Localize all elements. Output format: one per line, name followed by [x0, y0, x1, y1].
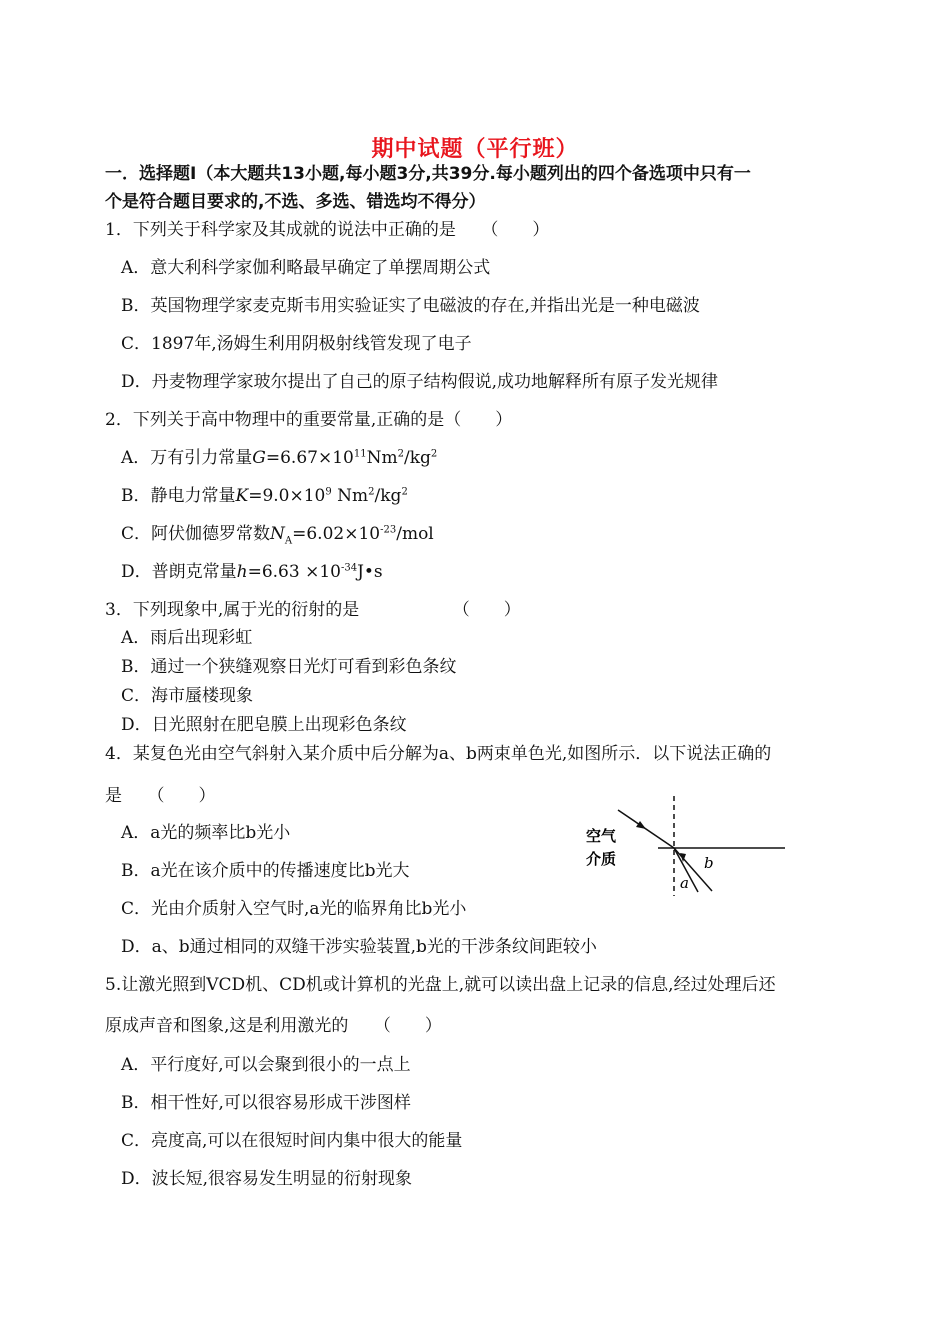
q2-b-unit-tail: /kg	[374, 486, 402, 506]
q5-option-b: B．相干性好,可以很容易形成干涉图样	[121, 1093, 411, 1113]
q4-stem-line1: 4．某复色光由空气斜射入某介质中后分解为a、b两束单色光,如图所示．以下说法正确的	[105, 744, 772, 764]
q4-stem-line2: 是 （ ）	[105, 786, 216, 806]
q2-d-unit: J•s	[357, 562, 383, 582]
q2-a-symbol: G	[252, 448, 266, 468]
q2-d-symbol: h	[236, 562, 248, 582]
refraction-diagram	[580, 796, 790, 896]
q2-stem: 2．下列关于高中物理中的重要常量,正确的是（ ）	[105, 410, 513, 430]
q5-stem-line2: 原成声音和图象,这是利用激光的 （ ）	[105, 1016, 442, 1036]
q1-option-b: B．英国物理学家麦克斯韦用实验证实了电磁波的存在,并指出光是一种电磁波	[121, 296, 700, 316]
q1-stem: 1．下列关于科学家及其成就的说法中正确的是 （ ）	[105, 220, 550, 240]
q2-b-unit: Nm	[331, 486, 369, 506]
q1-option-c: C．1897年,汤姆生利用阴极射线管发现了电子	[121, 334, 472, 354]
q4-option-b: B．a光在该介质中的传播速度比b光大	[121, 861, 410, 881]
page-title: 期中试题（平行班）	[371, 137, 579, 162]
q5-stem-line1: 5.让激光照到VCD机、CD机或计算机的光盘上,就可以读出盘上记录的信息,经过处理后还	[105, 975, 776, 995]
incident-arrow-icon	[636, 821, 646, 829]
q2-option-d	[121, 562, 383, 582]
q2-c-symbol: N	[270, 524, 285, 544]
q2-b-unit-exp: 2	[368, 486, 375, 498]
refraction-diagram-svg	[580, 796, 790, 896]
q5-option-a: A．平行度好,可以会聚到很小的一点上	[121, 1055, 411, 1075]
label-b: b	[704, 854, 714, 872]
q2-a-unit-tail: /kg	[403, 448, 431, 468]
q2-b-symbol: K	[235, 486, 249, 506]
q2-option-c	[121, 524, 434, 551]
q2-c-prefix: C．阿伏伽德罗常数	[121, 524, 271, 544]
q2-option-b	[121, 486, 408, 506]
q2-a-unit: Nm	[366, 448, 398, 468]
q2-c-exponent: -23	[380, 524, 397, 536]
q5-option-d: D．波长短,很容易发生明显的衍射现象	[121, 1169, 413, 1189]
q5-option-c: C．亮度高,可以在很短时间内集中很大的能量	[121, 1131, 463, 1151]
q2-b-prefix: B．静电力常量	[121, 486, 236, 506]
q2-c-subscript: A	[284, 535, 293, 547]
q2-d-exponent: -34	[340, 562, 358, 574]
label-medium: 介质	[586, 850, 617, 868]
q2-b-unit-exp2: 2	[401, 486, 408, 498]
section-heading-line1: 一．选择题Ⅰ（本大题共13小题,每小题3分,共39分.每小题列出的四个备选项中只有一	[105, 164, 751, 184]
section-heading-line2: 个是符合题目要求的,不选、多选、错选均不得分）	[105, 192, 486, 212]
q4-option-a: A．a光的频率比b光小	[121, 823, 291, 843]
q3-option-b: B．通过一个狭缝观察日光灯可看到彩色条纹	[121, 657, 457, 677]
q2-c-unit: /mol	[396, 524, 434, 544]
q2-c-value: =6.02×10	[292, 524, 381, 544]
q2-b-value: =9.0×10	[248, 486, 326, 506]
q3-stem: 3．下列现象中,属于光的衍射的是 （ ）	[105, 600, 521, 620]
q2-d-value: =6.63 ×10	[247, 562, 341, 582]
q4-option-c: C．光由介质射入空气时,a光的临界角比b光小	[121, 899, 467, 919]
q3-option-a: A．雨后出现彩虹	[121, 628, 253, 648]
q2-b-exponent: 9	[325, 486, 332, 498]
q2-a-exponent: 11	[353, 448, 367, 460]
q3-option-d: D．日光照射在肥皂膜上出现彩色条纹	[121, 715, 407, 735]
q2-option-a	[121, 448, 437, 468]
label-a: a	[680, 874, 689, 892]
q3-option-c: C．海市蜃楼现象	[121, 686, 254, 706]
q2-a-unit-exp: 2	[397, 448, 404, 460]
q2-a-value: =6.67×10	[265, 448, 354, 468]
q2-d-prefix: D．普朗克常量	[121, 562, 237, 582]
q1-option-a: A．意大利科学家伽利略最早确定了单摆周期公式	[121, 258, 491, 278]
q2-a-unit-exp2: 2	[430, 448, 438, 460]
q1-option-d: D．丹麦物理学家玻尔提出了自己的原子结构假说,成功地解释所有原子发光规律	[121, 372, 719, 392]
label-air: 空气	[586, 827, 617, 845]
q2-a-prefix: A．万有引力常量	[121, 448, 253, 468]
q4-option-d: D．a、b通过相同的双缝干涉实验装置,b光的干涉条纹间距较小	[121, 937, 597, 957]
